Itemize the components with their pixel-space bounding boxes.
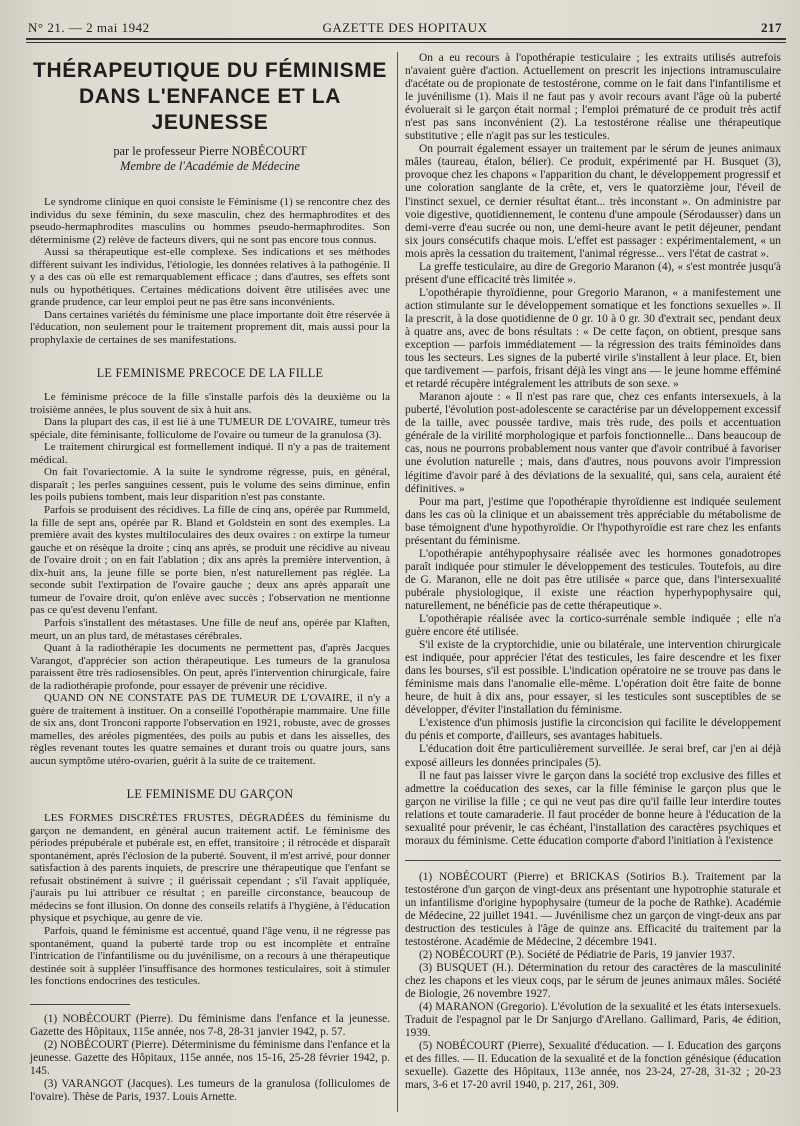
- footnote: (2) NOBÉCOURT (P.). Société de Pédiatrie de Paris, 19 janvier 1937.: [419, 948, 735, 961]
- paragraph: QUAND ON NE CONSTATE PAS DE TUMEUR DE L'OVAIRE, il n'y a guère de traitement à instituer. On a conseillé l'opothérapie mammaire. Une fille de six ans, dont Tronconi rapporte l'observation en 1921, robuste, avec de grosses mamelles, des aréoles pigmentées, des poils au pubis et dans les aisselles, des règles revenant toutes les quatre semaines et durant trois ou quatre jours, sans aucun symptôme utéro-ovarien, guérit à la suite de ce traitement.: [30, 692, 390, 767]
- page-number: 217: [761, 20, 782, 35]
- paragraph: L'existence d'un phimosis justifie la circoncision qui facilite le développement du pénis et comporte, d'ailleurs, ses avantages habituels.: [405, 717, 781, 743]
- paragraph: Pour ma part, j'estime que l'opothérapie thyroïdienne est indiquée seulement dans les cas où la clinique et un abaissement très appréciable du métabolisme de base témoignent d'une hypothyroïdie. Or l'hypothyroïdie est rare chez les enfants présentant du féminisme.: [405, 495, 781, 547]
- paragraph: L'opothérapie antéhypophysaire réalisée avec les hormones gonadotropes paraît indiquée pour stimuler le développement des testicules. Toutefois, au dire de G. Maranon, elle ne doit pas être utilisée « parce que, dans l'intersexualité pubérale physiologique, il existe une réaction hyperhypophysaire qui, naturellement, ne bénéficie pas de cette thérapeutique ».: [405, 547, 781, 612]
- footnotes: [30, 1013, 390, 1104]
- author-affiliation: Membre de l'Académie de Médecine: [120, 159, 300, 173]
- paragraph: L'opothérapie réalisée avec la cortico-surrénale semble indiquée ; elle n'a guère encore été utilisée.: [405, 613, 781, 639]
- footnote: (2) NOBÉCOURT (Pierre). Déterminisme du féminisme dans l'enfance et la jeunesse. Gazette des Hôpitaux, 115e année, nos 15-16, 25-28 février 1942, p. 145.: [30, 1038, 390, 1077]
- footnotes: [405, 871, 781, 1092]
- footnote: (4) MARANON (Gregorio). L'évolution de la sexualité et les états intersexuels. Traduit de l'espagnol par le Dr Sanjurgo d'Arellano. Gallimard, Paris, 4e édition, 1939.: [405, 1000, 781, 1039]
- left-column: [30, 52, 390, 1104]
- paragraph: Dans la plupart des cas, il est lié à une TUMEUR DE L'OVAIRE, tumeur très spéciale, dite féminisante, folliculome de l'ovaire ou tumeur de la granulosa (3).: [30, 416, 390, 441]
- footnote-rule: [30, 1004, 130, 1005]
- page-header: [28, 20, 782, 38]
- paragraph: Le féminisme précoce de la fille s'installe parfois dès la deuxième ou la troisième années, le plus souvent de six à huit ans.: [30, 391, 390, 416]
- footnote: (1) NOBÉCOURT (Pierre) et BRICKAS (Sotirios B.). Traitement par la testostérone d'un garçon de vingt-deux ans présentant une hypotrophie staturale et un infantilisme d'origine hypophysaire (tumeur de la poche de Rathke). Académie de Médecine, 22 juillet 1941. — Juvénilisme chez un garçon de vingt-deux ans par destruction des testicules à l'âge de quinze ans. Efficacité du traitement par la testostérone. Académie de Médecine, 2 décembre 1941.: [405, 870, 781, 948]
- paragraph: Aussi sa thérapeutique est-elle complexe. Ses indications et ses méthodes diffèrent suivant les individus, l'étiologie, les données relatives à la pathogénie. Il y a des cas où elle est remarquablement efficace ; dans d'autres, ses effets sont nuls ou hypothétiques. Certaines médications doivent être utilisées avec une grande prudence, car leur emploi peut ne pas être sans inconvénients.: [30, 246, 390, 309]
- paragraph: Parfois s'installent des métastases. Une fille de neuf ans, opérée par Klaften, meurt, un an plus tard, de métastases cérébrales.: [30, 616, 390, 642]
- paragraph: Parfois, quand le féminisme est accentué, quand l'âge venu, il ne régresse pas spontanément, quand la puberté tarde trop ou est incomplète et entraîne l'intrication de l'infantilisme ou du juvénilisme, on a recours à une thérapeutique destinée soit à suppléer l'insuffisance des hormones testiculaires, soit à stimuler les fonctions endocrines des testicules.: [30, 924, 390, 988]
- right-column: [405, 52, 781, 1092]
- section-heading: LE FEMINISME PRECOCE DE LA FILLE: [96, 365, 324, 380]
- paragraph: Dans certaines variétés du féminisme une place importante doit être réservée à l'éducation, non seulement pour le traitement proprement dit, mais aussi pour la prophylaxie de certaines de ses manifestations.: [30, 308, 390, 347]
- paragraph: L'éducation doit être particulièrement surveillée. Je serai bref, car j'en ai déjà exposé ailleurs les données principales (5).: [405, 743, 781, 769]
- footnote: (3) VARANGOT (Jacques). Les tumeurs de la granulosa (folliculomes de l'ovaire). Thèse de Paris, 1937. Louis Arnette.: [30, 1077, 390, 1103]
- article-title: THÉRAPEUTIQUE DU FÉMINISME DANS L'ENFANCE ET LA JEUNESSE: [33, 59, 387, 134]
- paragraph: Il ne faut pas laisser vivre le garçon dans la société trop exclusive des filles et admettre la coéducation des sexes, car la fille féminise le garçon plus que le garçon ne virilise la fille ; ce qui ne veut pas dire qu'il faille leur interdire toutes relations et toute camaraderie. Il faut procéder de bonne heure à l'éducation de la sexualité pour prévenir, le cas échéant, l'installation des caractères psychiques et moraux du féminisme. Cette éducation comporte d'abord l'initiation à l'existence: [405, 769, 781, 847]
- paragraph: S'il existe de la cryptorchidie, unie ou bilatérale, une intervention chirurgicale est indiquée, pour apprécier l'état des testicules, les faire descendre et les fixer dans les bourses, s'il est possible. L'indication opératoire ne se trouve pas dans le féminisme mais dans l'anomalie elle-même. L'opération doit être faite de bonne heure, de huit à dix ans, pour essayer, si les testicules sont susceptibles de se développer, d'éviter l'installation du féminisme.: [405, 639, 781, 717]
- section-heading: LE FEMINISME DU GARÇON: [126, 786, 294, 801]
- paragraph: La greffe testiculaire, au dire de Gregorio Maranon (4), « s'est montrée jusqu'à présent d'une efficacité très limitée ».: [405, 260, 781, 286]
- column-divider: [397, 52, 398, 1112]
- footnote: (1) NOBÉCOURT (Pierre). Du féminisme dans l'enfance et la jeunesse. Gazette des Hôpitaux, 115e année, nos 7-8, 28-31 janvier 1942, p. 57.: [30, 1012, 390, 1038]
- paragraph: On pourrait également essayer un traitement par le sérum de jeunes animaux mâles (taureau, étalon, bélier). Ce produit, expérimenté par H. Busquet (3), provoque chez les chapons « l'apparition du chant, le développement progressif et une coloration sanglante de la crête, et, vers le quatorzième jour, l'éveil de l'instinct sexuel, ce dernier résultat étant... très inconstant ». On administre par voie digestive, quotidiennement, le contenu d'une ampoule (Sérodausser) dans un demi-verre d'eau sucrée ou non, une demi-heure avant le petit déjeuner, pendant six jours consécutifs chaque mois. L'effet est passager : expérimentalement, « un mois après la cessation du traitement, l'animal régresse... vers l'état de castrat ».: [405, 143, 781, 260]
- paragraph: L'opothérapie thyroïdienne, pour Gregorio Maranon, « a manifestement une action stimulante sur le développement somatique et les fonctions sexuelles ». Il la prescrit, à la dose quotidienne de 0 gr. 10 à 0 gr. 30 d'extrait sec, pendant deux à quatre ans, avec de bons résultats : « De cette façon, on obtient, presque sans exception — parfois immédiatement — la régression des traits féminoïdes dans tous les secteurs. Les signes de la puberté virile s'installent à leur place. Et, bien que tardivement — parfois, frisant déjà les vingt ans — le jeune homme efféminé et retardé récupère intégralement les attributs de son sexe. »: [405, 286, 781, 391]
- header-rule-thin: [26, 42, 786, 43]
- header-rule: [26, 38, 786, 40]
- paragraph: Le traitement chirurgical est formellement indiqué. Il n'y a pas de traitement médical.: [30, 441, 390, 466]
- paragraph: Parfois se produisent des récidives. La fille de cinq ans, opérée par Rummeld, la fille de sept ans, opérée par R. Bland et Goldstein en sont des exemples. La première avait des kystes multiloculaires des deux ovaires : on extirpe la tumeur gauche et on résèque la droite ; cinq ans après, se produit une récidive au niveau de l'ovaire droit ; on en fait l'ablation ; dix ans après la première intervention, à dix-huit ans, la jeune fille se porte bien, n'est naturellement pas réglée. La seconde subit l'extirpation de l'ovaire gauche ; deux ans après apparaît une tumeur de l'ovaire droit, qu'on enlève avec succès ; l'observation ne mentionne pas ce qu'est devenu l'enfant.: [30, 504, 390, 617]
- article-author: par le professeur Pierre NOBÉCOURT: [113, 144, 307, 158]
- paragraph: LES FORMES DISCRÈTES FRUSTES, DÉGRADÉES du féminisme du garçon ne demandent, en général aucun traitement actif. Le féminisme des périodes prépubérale et pubérale est, en effet, transitoire ; il rétrocède et disparaît spontanément, après l'éclosion de la puberté. Souvent, il m'est arrivé, pour donner satisfaction à des parents inquiets, de prescrire une thérapeutique que l'enfant se refusait obstinément à suivre ; il guérissait cependant ; s'il l'avait appliquée, j'aurais pu lui attribuer ce résultat ; en pareille circonstance, beaucoup de médecins se font illusion. On donne des conseils relatifs à l'hygiène, à l'éducation physique et psychique, au genre de vie.: [30, 812, 390, 925]
- footnote-rule: [405, 860, 781, 861]
- paragraph: On a eu recours à l'opothérapie testiculaire ; les extraits utilisés autrefois n'avaient guère d'action. Actuellement on prescrit les injections intramusculaire d'acétate ou de propionate de testostérone, comme on le fait dans l'infantilisme et le juvénilisme (1). Mais il ne faut pas y avoir recours avant l'âge où la puberté évoluerait si le garçon était normal ; l'emploi prématuré de ce produit très actif n'est pas sans inconvénient (2). La testostérone réalise une thérapeutique substitutive ; elle n'agit pas sur les testicules.: [405, 52, 781, 143]
- issue-date: N° 21. — 2 mai 1942: [28, 20, 150, 35]
- journal-name: GAZETTE DES HOPITAUX: [322, 20, 488, 35]
- footnote: (5) NOBÉCOURT (Pierre), Sexualité d'éducation. — I. Education des garçons et des filles. — II. Education de la sexualité et de la fonction génésique (éducation sexuelle). Gazette des Hôpitaux, 113e année, nos 23-24, 27-28, 31-32 ; 20-23 mars, 3-6 et 17-20 avril 1940, p. 217, 261, 309.: [405, 1039, 781, 1091]
- paragraph: Quant à la radiothérapie les documents ne permettent pas, d'après Jacques Varangot, d'apprécier son action thérapeutique. Les tumeurs de la granulosa paraissent être très radiosensibles. On peut, après l'intervention chirurgicale, faire de la radiothérapie profonde, pour essayer de prévenir une récidive.: [30, 642, 390, 692]
- paragraph: On fait l'ovariectomie. A la suite le syndrome régresse, puis, en général, disparaît ; les perles sanguines cessent, puis le volume des seins diminue, enfin les poils pubiens tombent, mais leur disparition n'est pas constante.: [30, 466, 390, 504]
- footnote: (3) BUSQUET (H.). Détermination du retour des caractères de la masculinité chez les chapons et les vieux coqs, par le sérum de jeunes animaux mâles. Société de Biologie, 26 novembre 1927.: [405, 961, 781, 1000]
- paragraph: Maranon ajoute : « Il n'est pas rare que, chez ces enfants intersexuels, à la puberté, l'évolution post-adolescente se caractérise par un développement excessif de la taille, avec poussée tardive, mais très rude, des poils et accentuation générale de la virilité morphologique et parfois fonctionnelle... Dans beaucoup de cas, nous ne pourrons probablement nous vanter que d'avoir contribué à favoriser une évolution naturelle ; mais, dans d'autres, nous pouvons avoir l'impression légitime d'avoir paré à des déviations de la sexualité, qui, sans cela, auraient été définitives. »: [405, 391, 781, 495]
- paragraph: Le syndrome clinique en quoi consiste le Féminisme (1) se rencontre chez des individus du sexe féminin, du sexe masculin, chez des hermaphrodites et des pseudo-hermaphrodites masculins ou hommes pseudo-hermaphrodites. Son déterminisme (2) relève de facteurs divers, qui ne sont pas encore tous connus.: [30, 196, 390, 246]
